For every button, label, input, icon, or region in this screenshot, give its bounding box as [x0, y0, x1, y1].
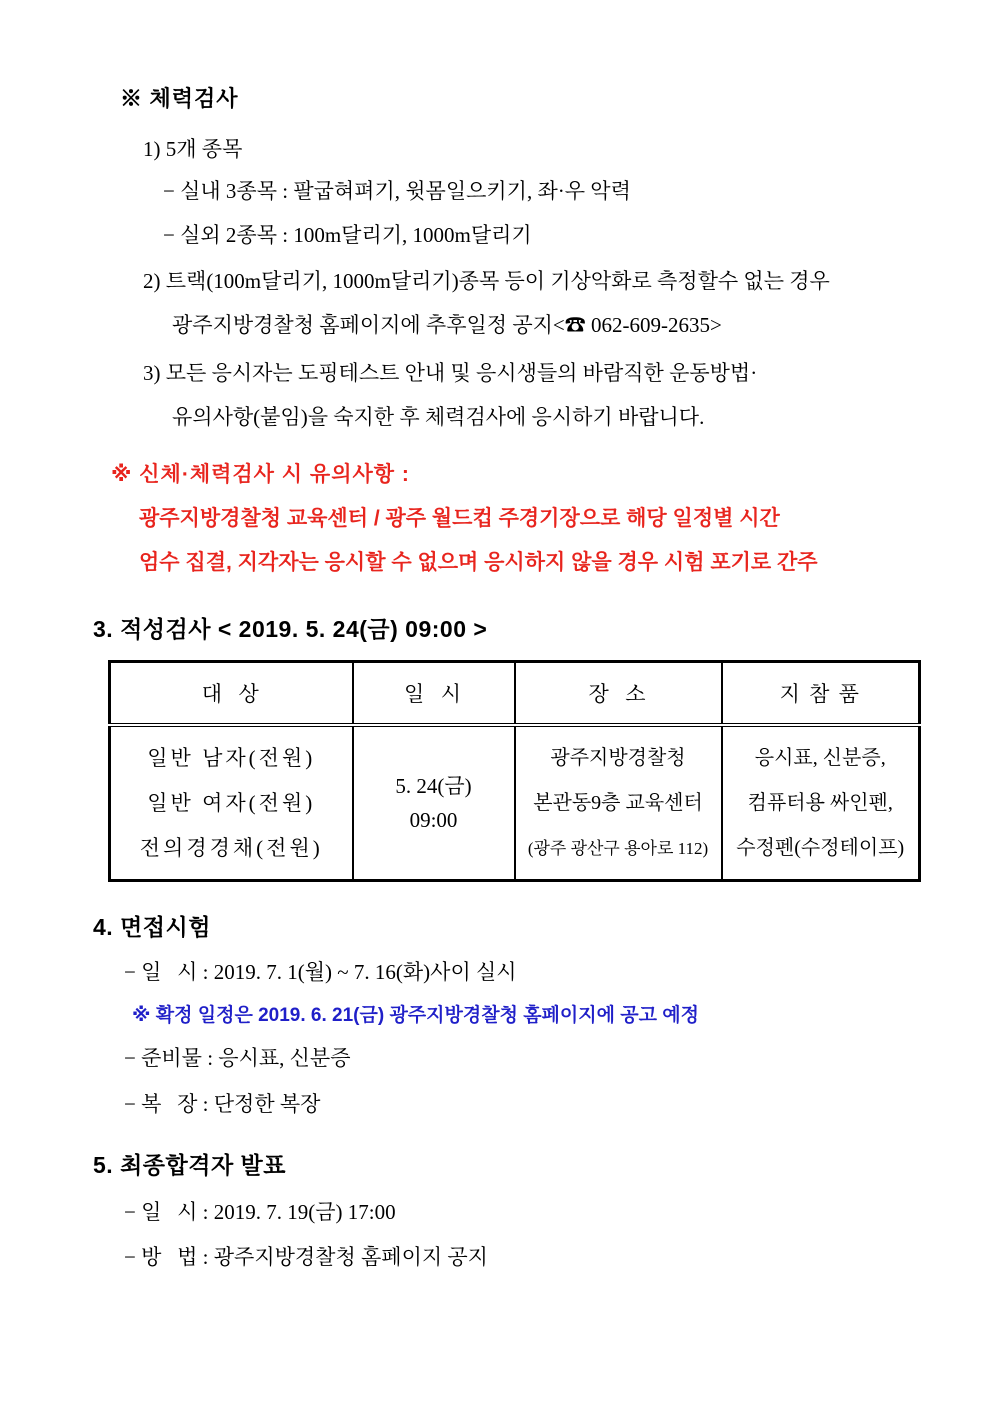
target-line: 전의경경채(전원)	[139, 835, 323, 860]
interview-schedule-note: ※ 확정 일정은 2019. 6. 21(금) 광주지방경찰청 홈페이지에 공고 예정	[132, 1005, 699, 1026]
bring-line: 응시표, 신분증,	[754, 746, 886, 769]
fitness-item-2-line-2: 광주지방경찰청 홈페이지에 추후일정 공지<☎ 062-609-2635>	[172, 313, 722, 337]
interview-items-line: − 준비물 : 응시표, 신분증	[124, 1046, 351, 1070]
notice-title: ※ 신체·체력검사 시 유의사항 :	[111, 463, 410, 486]
aptitude-table-header-row	[110, 662, 920, 726]
aptitude-table	[108, 660, 921, 882]
notice-line-2: 엄수 집결, 지각자는 응시할 수 없으며 응시하지 않을 경우 시험 포기로 간주	[139, 551, 818, 574]
final-method-line: − 방 법 : 광주지방경찰청 홈페이지 공지	[124, 1245, 488, 1269]
notice-line-1: 광주지방경찰청 교육센터 / 광주 월드컵 주경기장으로 해당 일정별 시간	[139, 507, 780, 530]
place-line: 광주지방경찰청	[550, 746, 686, 769]
fitness-item-2-line-1: 2) 트랙(100m달리기, 1000m달리기)종목 등이 기상악화로 측정할수 없는 경우	[143, 269, 830, 293]
fitness-item-1-sub-indoor: − 실내 3종목 : 팔굽혀펴기, 윗몸일으키기, 좌·우 악력	[163, 179, 631, 203]
aptitude-table-body-row	[110, 725, 920, 881]
fitness-section-title: ※ 체력검사	[120, 86, 239, 111]
aptitude-section-heading: 3. 적성검사 < 2019. 5. 24(금) 09:00 >	[93, 616, 488, 642]
target-line: 일반 남자(전원)	[147, 745, 316, 770]
fitness-item-3-line-2: 유의사항(붙임)을 숙지한 후 체력검사에 응시하기 바랍니다.	[172, 405, 705, 429]
cell-target	[110, 725, 353, 881]
column-header-datetime: 일 시	[353, 662, 515, 726]
column-header-place: 장 소	[515, 662, 722, 726]
bring-line: 수정펜(수정테이프)	[736, 836, 905, 859]
fitness-item-1: 1) 5개 종목	[143, 137, 243, 161]
datetime-line: 5. 24(금)	[395, 774, 472, 798]
datetime-line: 09:00	[409, 808, 458, 832]
place-line: 본관동9층 교육센터	[533, 791, 703, 814]
final-date-line: − 일 시 : 2019. 7. 19(금) 17:00	[124, 1200, 396, 1224]
cell-place	[515, 725, 722, 881]
interview-section-heading: 4. 면접시험	[93, 914, 211, 940]
target-line: 일반 여자(전원)	[147, 790, 316, 815]
cell-bring	[722, 725, 920, 881]
place-line: (광주 광산구 용아로 112)	[527, 838, 709, 858]
cell-datetime	[353, 725, 515, 881]
fitness-item-3-line-1: 3) 모든 응시자는 도핑테스트 안내 및 응시생들의 바람직한 운동방법·	[143, 361, 758, 385]
fitness-item-1-sub-outdoor: − 실외 2종목 : 100m달리기, 1000m달리기	[163, 223, 532, 247]
interview-dress-line: − 복 장 : 단정한 복장	[124, 1092, 321, 1116]
final-section-heading: 5. 최종합격자 발표	[93, 1152, 286, 1178]
bring-line: 컴퓨터용 싸인펜,	[747, 791, 893, 814]
interview-date-line: − 일 시 : 2019. 7. 1(월) ~ 7. 16(화)사이 실시	[124, 960, 517, 984]
column-header-bring: 지 참 품	[722, 662, 920, 726]
column-header-target: 대 상	[110, 662, 353, 726]
